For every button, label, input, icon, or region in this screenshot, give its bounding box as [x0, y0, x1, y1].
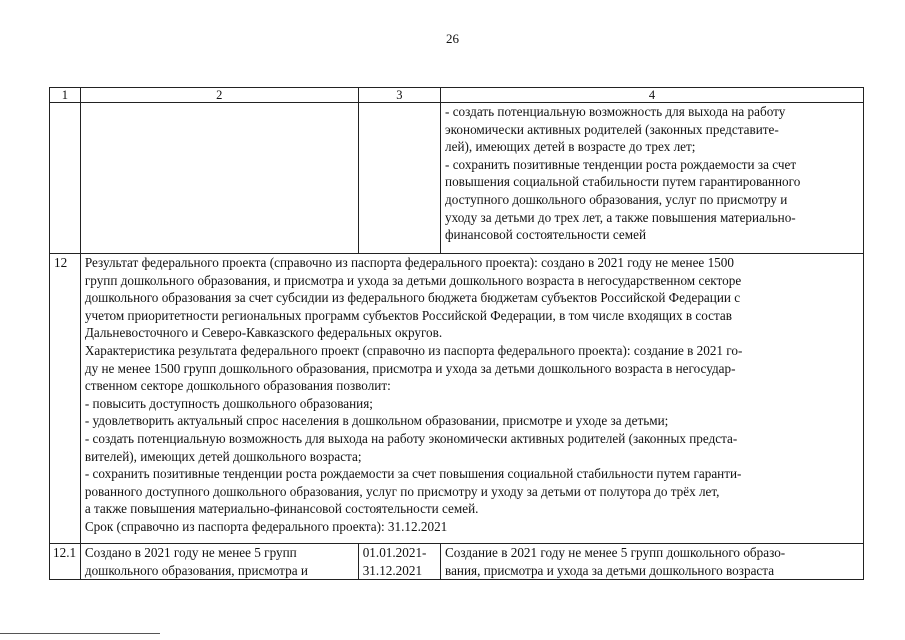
text-line: лей), имеющих детей в возрасте до трех лет; [445, 139, 696, 155]
text-line: Создание в 2021 году не менее 5 групп дошкольного образо- [445, 545, 786, 560]
text-line: ственном секторе дошкольного образования позволит: [84, 378, 391, 394]
text-line: - удовлетворить актуальный спрос населения в дошкольном образовании, присмотре и уходе за детьми; [84, 413, 669, 429]
text-line: - создать потенциальную возможность для выхода на работу экономически активных родителей (законных предста- [84, 430, 738, 446]
text-line: уходу за детьми до трех лет, а также повышения материально- [445, 209, 796, 225]
text-line: групп дошкольного образования, и присмотра и ухода за детьми дошкольного возраста в негосударственном секторе [84, 272, 742, 288]
text-line: вания, присмотра и ухода за детьми дошкольного возраста [445, 562, 775, 578]
text-line: - повысить доступность дошкольного образования; [84, 395, 373, 411]
text-line: дошкольного образования за счет субсидии из федерального бюджета бюджетам субъектов Российской Федерации с [84, 290, 741, 306]
row-12-1-col-3 [358, 544, 440, 580]
header-col-3: 3 [358, 88, 440, 103]
page-bottom-edge [0, 633, 160, 634]
text-line: повышения социальной стабильности путем гарантированного [445, 174, 801, 190]
continued-col-2 [80, 103, 358, 254]
text-line: вителей), имеющих детей дошкольного возраста; [84, 448, 362, 464]
row-12-content [80, 254, 863, 544]
table-row-12-1 [50, 544, 864, 580]
text-line: финансовой состоятельности семей [445, 227, 647, 243]
continued-col-3 [358, 103, 440, 254]
header-col-4: 4 [441, 88, 864, 103]
text-line: Дальневосточного и Северо-Кавказского федеральных округов. [84, 325, 443, 341]
text-line: доступного дошкольного образования, услуг по присмотру и [445, 191, 788, 207]
text-line: Создано в 2021 году не менее 5 групп [84, 545, 297, 560]
text-line: ду не менее 1500 групп дошкольного образования, присмотра и ухода за детьми дошкольного возраста в негосудар- [84, 360, 736, 376]
text-line: - сохранить позитивные тенденции роста рождаемости за счет повышения социальной стабильности путем гаранти- [84, 466, 742, 482]
text-line: Характеристика результата федерального проект (справочно из паспорта федерального проекта): создание в 2021 го- [84, 342, 743, 358]
page-number: 26 [446, 31, 459, 46]
text-line: учетом приоритетности региональных программ субъектов Российской Федерации, в том числе входящих в состав [84, 307, 733, 323]
row-12-1-number: 12.1 [50, 544, 81, 580]
text-line: Результат федерального проекта (справочно из паспорта федерального проекта): создано в 2021 году не менее 1500 [84, 255, 734, 270]
continued-col-4 [441, 103, 864, 254]
text-line: экономически активных родителей (законных представите- [445, 121, 779, 137]
row-12-1-col-4 [441, 544, 864, 580]
continued-col-1 [50, 103, 81, 254]
document-table [49, 87, 864, 580]
row-12-number: 12 [50, 254, 81, 544]
row-12-1-col-2 [80, 544, 358, 580]
table-row-continued [50, 103, 864, 254]
text-line: - создать потенциальную возможность для выхода на работу [445, 104, 786, 119]
text-line: рованного доступного дошкольного образования, услуг по присмотру и уходу за детьми от полутора до трёх лет, [84, 483, 720, 499]
table-row-12 [50, 254, 864, 544]
table-header-row [50, 88, 864, 103]
text-line: 01.01.2021- [362, 545, 427, 560]
text-line: - сохранить позитивные тенденции роста рождаемости за счет [445, 156, 797, 172]
text-line: 31.12.2021 [362, 562, 423, 578]
header-col-2: 2 [80, 88, 358, 103]
text-line: а также повышения материально-финансовой состоятельности семей. [84, 501, 479, 517]
text-line: дошкольного образования, присмотра и [84, 562, 308, 578]
header-col-1: 1 [50, 88, 81, 103]
text-line: Срок (справочно из паспорта федерального проекта): 31.12.2021 [84, 518, 448, 534]
